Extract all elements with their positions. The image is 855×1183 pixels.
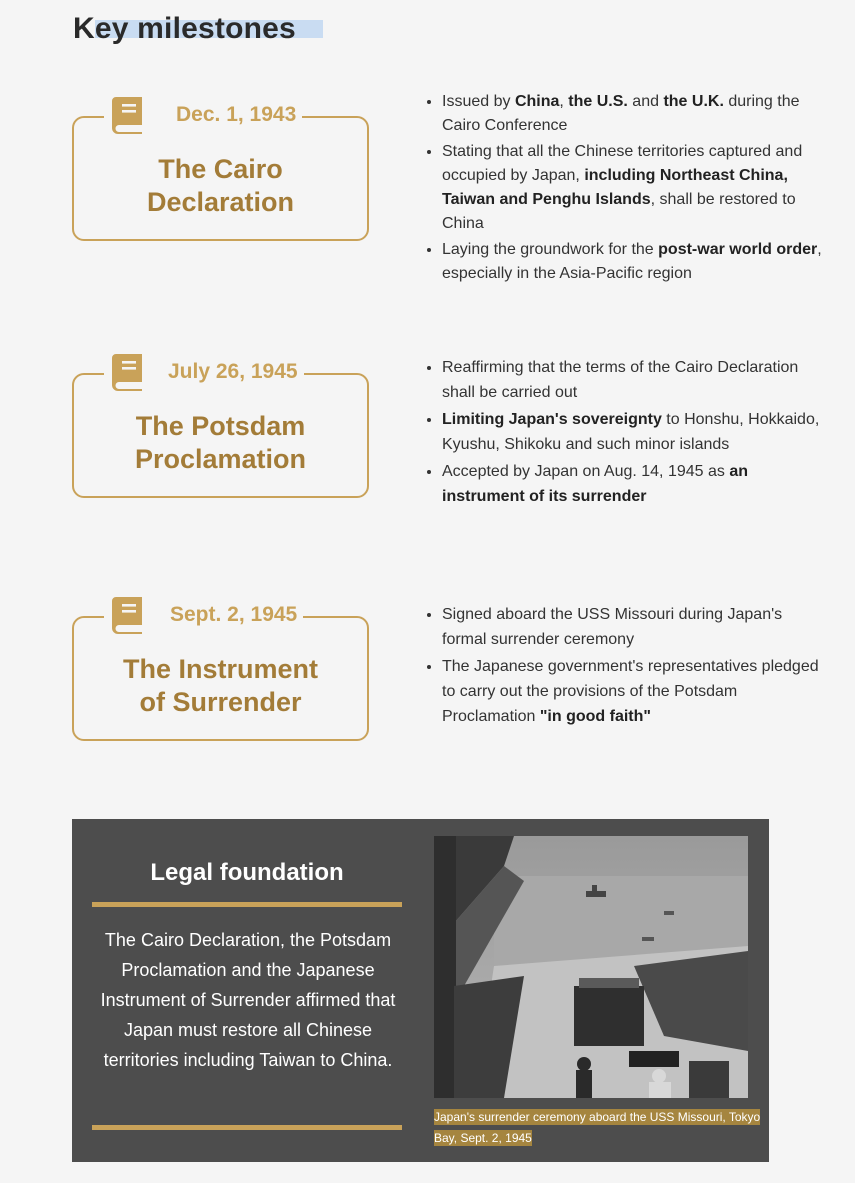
milestone-name [74, 153, 367, 219]
legal-foundation-panel [72, 819, 769, 1162]
milestone-date: Sept. 2, 1945 [170, 603, 298, 626]
milestone-name-line: The Instrument [122, 654, 318, 684]
milestone-card-head [104, 94, 302, 136]
book-icon [110, 95, 146, 135]
milestone-point: • The Japanese government's representatives pledged to carry out the provisions of the Potsdam Proclamation "in good faith" [442, 654, 822, 729]
milestone-points [424, 90, 822, 288]
milestone-point: • Accepted by Japan on Aug. 14, 1945 as an instrument of its surrender [442, 459, 822, 509]
surrender-ceremony-photo [434, 836, 748, 1098]
milestone-name-line: of Surrender [139, 687, 302, 717]
milestone-point: • Reaffirming that the terms of the Cairo Declaration shall be carried out [442, 355, 822, 405]
milestone-name [74, 653, 367, 719]
milestone-points [424, 355, 822, 511]
divider [92, 902, 402, 907]
page-title: Key milestones [73, 12, 296, 45]
milestone-name-line: The Cairo [158, 154, 283, 184]
milestone-point: • Laying the groundwork for the post-war world order, especially in the Asia-Pacific region [442, 238, 822, 286]
photo-illustration [434, 836, 748, 1098]
photo-caption-text: Japan's surrender ceremony aboard the USS Missouri, Tokyo Bay, Sept. 2, 1945 [434, 1110, 761, 1145]
milestone-points [424, 602, 822, 731]
milestone-name-line: The Potsdam [135, 411, 306, 441]
milestone-card [72, 103, 369, 241]
legal-heading: Legal foundation [150, 859, 344, 886]
milestone-card [72, 603, 369, 741]
milestone-card-head [104, 351, 304, 393]
milestone-point: • Issued by China, the U.S. and the U.K. during the Cairo Conference [442, 90, 822, 138]
milestone-point: • Stating that all the Chinese territories captured and occupied by Japan, including Northeast China, Taiwan and Penghu Islands, shall be restored to China [442, 140, 822, 236]
milestone-point: • Signed aboard the USS Missouri during Japan's formal surrender ceremony [442, 602, 822, 652]
milestone-name-line: Proclamation [134, 444, 307, 474]
milestone-date: Dec. 1, 1943 [176, 103, 297, 126]
milestone-name-line: Declaration [146, 187, 295, 217]
milestone-card-head [104, 594, 303, 636]
milestone-point: • Limiting Japan's sovereignty to Honshu, Hokkaido, Kyushu, Shikoku and such minor islands [442, 407, 822, 457]
book-icon [110, 595, 146, 635]
milestone-date: July 26, 1945 [168, 360, 298, 383]
divider [92, 1125, 402, 1130]
milestone-card [72, 360, 369, 498]
book-icon [110, 352, 146, 392]
legal-text: The Cairo Declaration, the Potsdam Proclamation and the Japanese Instrument of Surrender affirmed that Japan must restore all Chinese territories including Taiwan to China. [100, 930, 396, 1070]
photo-caption [434, 1107, 764, 1149]
milestone-name [74, 410, 367, 476]
